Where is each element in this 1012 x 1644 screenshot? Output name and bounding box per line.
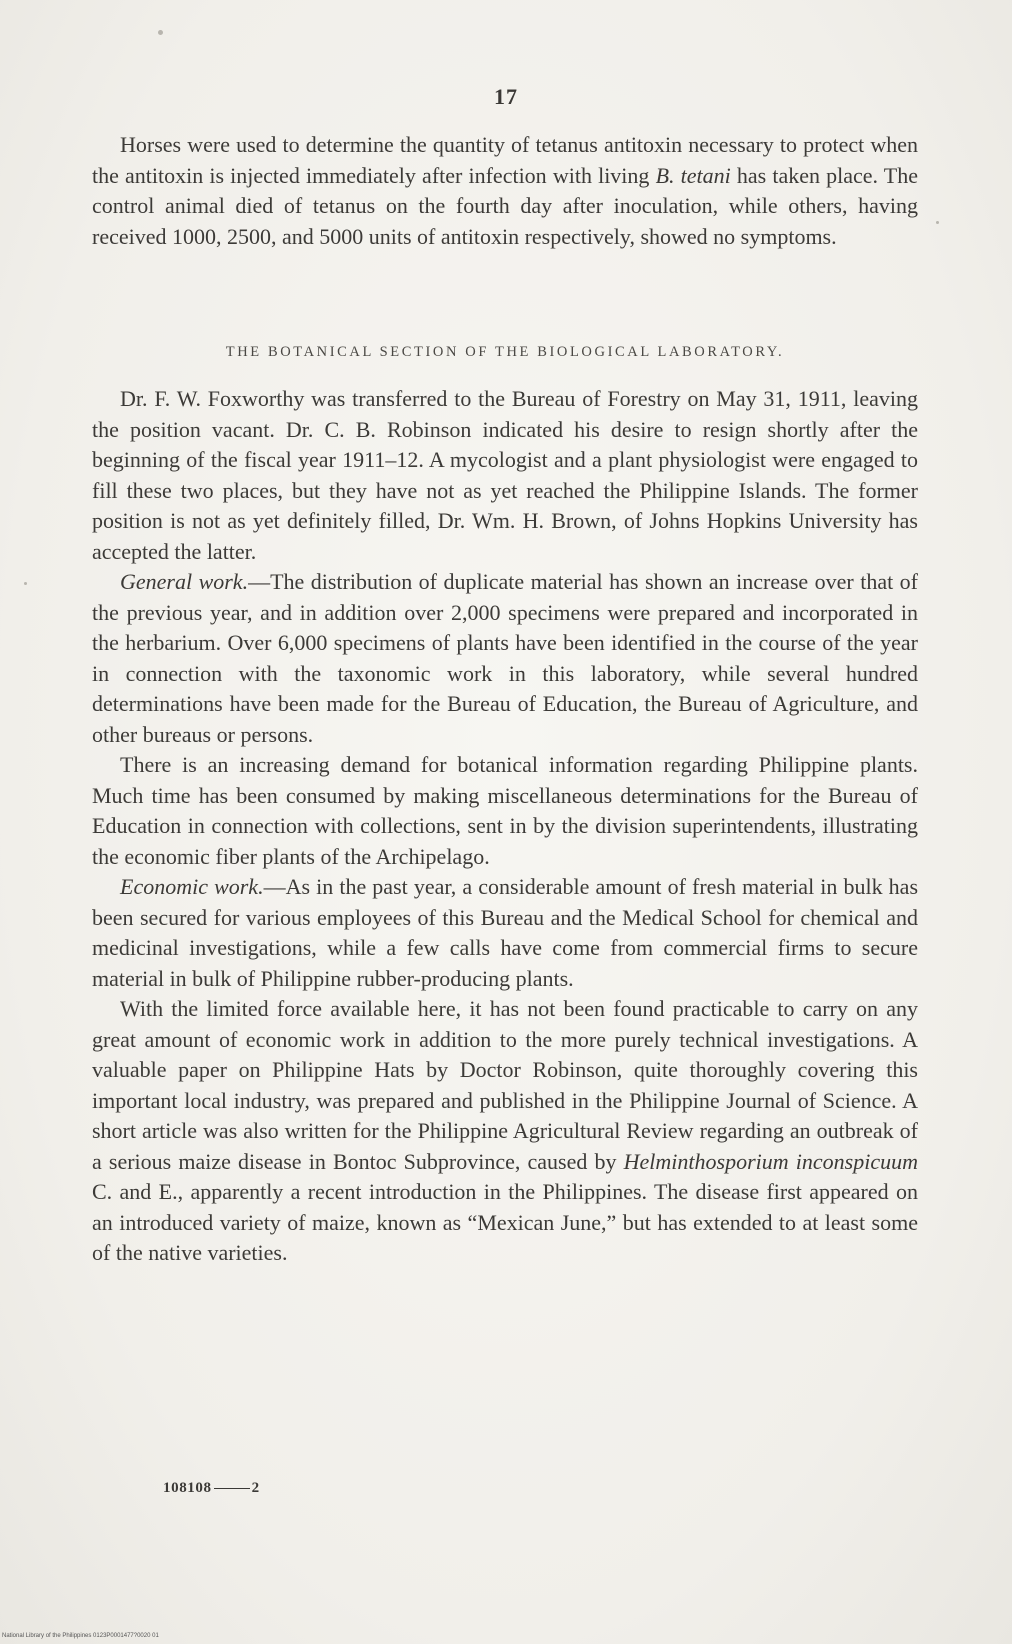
section-body [92, 384, 918, 1269]
section-heading: THE BOTANICAL SECTION OF THE BIOLOGICAL LABORATORY. [225, 344, 785, 360]
paragraph-horses-text-rest: has taken place. The control animal died of tetanus on the fourth day after inoculation, while others, having received 1000, 2500, and 5000 units of antitoxin respectively, showed no symptoms. [92, 162, 918, 249]
paragraph-economic-work [92, 872, 918, 994]
page-number: 17 [494, 84, 518, 109]
paragraph-horses-text: Horses were used to determine the quantity of tetanus antitoxin necessary to protect when the antitoxin is injected immediately after infection with living [92, 132, 918, 188]
printer-code-dash [214, 1488, 250, 1490]
paper-speck [24, 582, 27, 585]
library-stamp: National Library of the Philippines 0123P0001477?0020 01 [2, 1633, 159, 1639]
paragraph-limited-force-text-a: With the limited force available here, it has not been found practicable to carry on any great amount of economic work in addition to the more purely technical investigations. A valuable paper on Philippine Hats by Doctor Robinson, quite thoroughly covering this important local industry, was prepared and published in the Philippine Journal of Science. A short article was also written for the Philippine Agricultural Review regarding an outbreak of a serious maize disease in Bontoc Subprovince, caused by [92, 996, 918, 1174]
printer-code-left: 108108 [163, 1480, 212, 1496]
paper-speck [158, 30, 163, 35]
paragraph-horses [92, 130, 918, 252]
paragraph-demand: There is an increasing demand for botanical information regarding Philippine plants. Much time has been consumed by making miscellaneous determinations for the Bureau of Education in connection with collections, sent in by the division superintendents, illustrating the economic fiber plants of the Archipelago. [92, 752, 918, 869]
printer-code [163, 1480, 260, 1497]
paragraph-limited-force-text-b: C. and E., apparently a recent introduction in the Philippines. The disease first appeared on an introduced variety of maize, known as “Mexican June,” but has extended to at least some of the native varieties. [92, 1179, 918, 1265]
paper-speck [936, 221, 939, 224]
paragraph-horses-block [92, 130, 918, 252]
paragraph-economic-work-text: —As in the past year, a considerable amount of fresh material in bulk has been secured for various employees of this Bureau and the Medical School for chemical and medicinal investigations, while a few calls have come from commercial firms to secure material in bulk of Philippine rubber-producing plants. [92, 874, 919, 991]
printer-code-right: 2 [251, 1480, 260, 1496]
paragraph-limited-force [92, 994, 918, 1269]
paragraph-staff: Dr. F. W. Foxworthy was transferred to the Bureau of Forestry on May 31, 1911, leaving the position vacant. Dr. C. B. Robinson indicated his desire to resign shortly after the beginning of the fiscal year 1911–12. A mycologist and a plant physiologist were engaged to fill these two places, but they have not as yet reached the Philippine Islands. The former position is not as yet definitely filled, Dr. Wm. H. Brown, of Johns Hopkins University has accepted the latter. [92, 386, 918, 564]
pathogen-name: Helminthosporium inconspicuum [623, 1148, 919, 1174]
general-work-label: General work. [120, 569, 249, 594]
paragraph-general-work-text: —The distribution of duplicate material has shown an increase over that of the previous year, and in addition over 2,000 specimens were prepared and incorporated in the herbarium. Over 6,000 specimens of plants have been identified in the course of the year in connection with the taxonomic work in this laboratory, while several hundred determinations have been made for the Bureau of Education, the Bureau of Agriculture, and other bureaus or persons. [92, 569, 919, 747]
paragraph-general-work [92, 567, 918, 750]
economic-work-label: Economic work. [120, 874, 264, 899]
species-name: B. tetani [655, 162, 731, 188]
